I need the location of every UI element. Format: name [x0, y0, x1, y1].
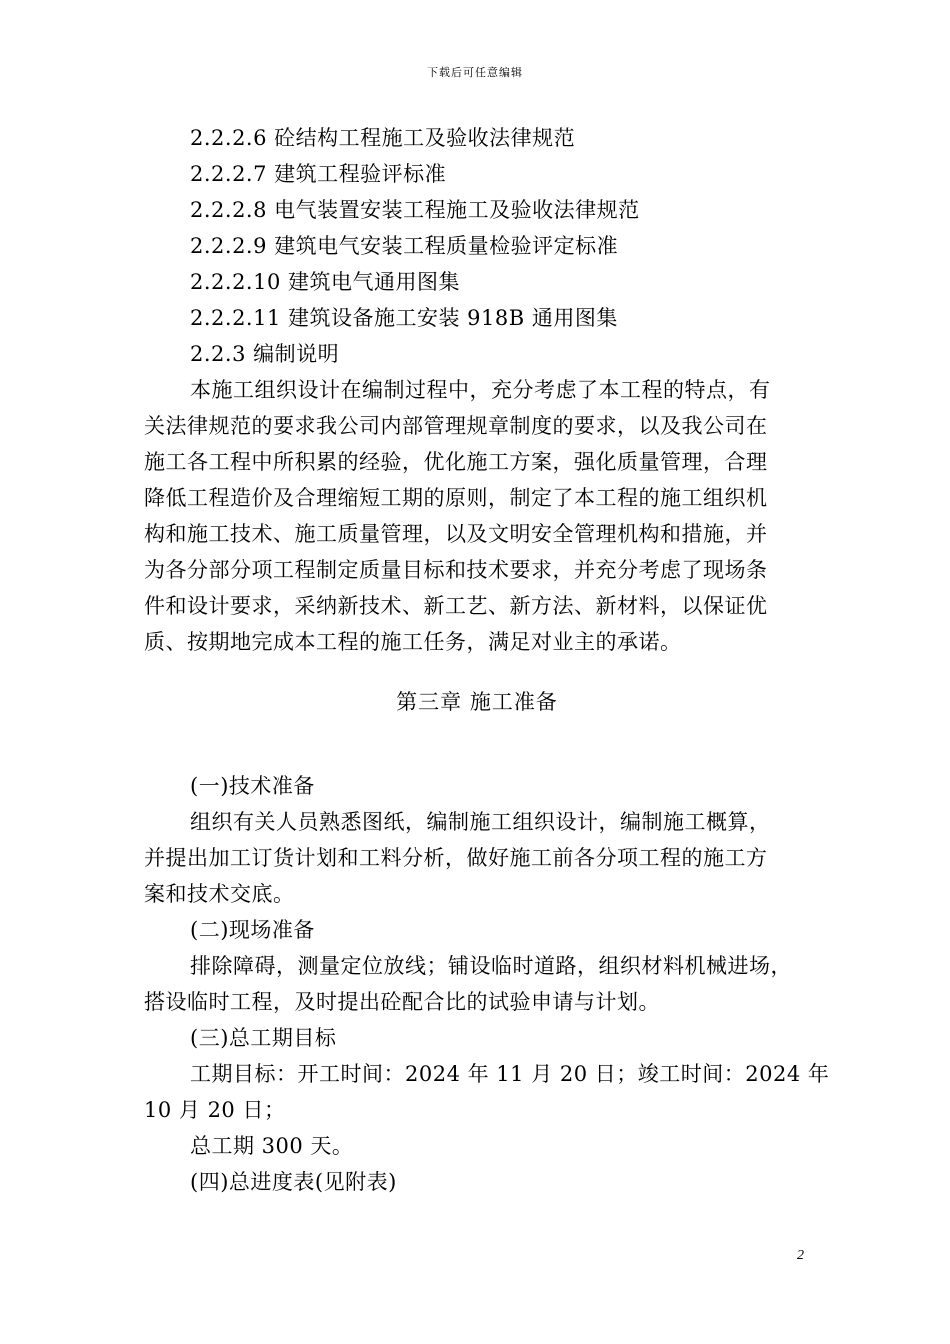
paragraph-line: 10 月 20 日；	[144, 1098, 286, 1122]
chapter-title: 第三章 施工准备	[396, 690, 558, 714]
page-header-note: 下载后可任意编辑	[427, 66, 523, 79]
paragraph-line: 搭设临时工程，及时提出砼配合比的试验申请与计划。	[144, 990, 660, 1014]
paragraph-line: 本施工组织设计在编制过程中，充分考虑了本工程的特点，有	[190, 378, 771, 402]
paragraph-line: 构和施工技术、施工质量管理，以及文明安全管理机构和措施，并	[144, 522, 768, 546]
schedule-target-paragraph	[144, 1056, 830, 1128]
standard-item: 2.2.2.10 建筑电气通用图集	[190, 270, 461, 294]
standard-item: 2.2.2.8 电气装置安装工程施工及验收法律规范	[190, 198, 640, 222]
paragraph-line: 关法律规范的要求我公司内部管理规章制度的要求，以及我公司在	[144, 414, 768, 438]
section-heading-progress-table: (四)总进度表(见附表)	[190, 1170, 397, 1194]
paragraph-line: 组织有关人员熟悉图纸，编制施工组织设计，编制施工概算，	[190, 810, 771, 834]
page-number: 2	[797, 1248, 804, 1263]
paragraph-line: 为各分部分项工程制定质量目标和技术要求，并充分考虑了现场条	[144, 558, 768, 582]
section-heading-schedule-target: (三)总工期目标	[190, 1026, 337, 1050]
paragraph-line: 工期目标：开工时间：2024 年 11 月 20 日；竣工时间：2024 年	[190, 1062, 830, 1086]
paragraph-line: 质、按期地完成本工程的施工任务，满足对业主的承诺。	[144, 630, 682, 654]
standard-item: 2.2.2.9 建筑电气安装工程质量检验评定标准	[190, 234, 619, 258]
section-heading-technical-preparation: (一)技术准备	[190, 774, 315, 798]
standard-item: 2.2.2.6 砼结构工程施工及验收法律规范	[190, 126, 576, 150]
site-preparation-paragraph	[144, 948, 810, 1020]
section-heading-site-preparation: (二)现场准备	[190, 918, 315, 942]
paragraph-line: 降低工程造价及合理缩短工期的原则，制定了本工程的施工组织机	[144, 486, 768, 510]
compilation-notes-paragraph	[144, 372, 810, 660]
paragraph-line: 施工各工程中所积累的经验，优化施工方案，强化质量管理，合理	[144, 450, 768, 474]
document-body	[144, 120, 830, 1200]
standard-item: 2.2.2.7 建筑工程验评标准	[190, 162, 447, 186]
section-heading-compilation-notes: 2.2.3 编制说明	[190, 342, 340, 366]
paragraph-line: 排除障碍，测量定位放线；铺设临时道路，组织材料机械进场，	[190, 954, 792, 978]
standard-item: 2.2.2.11 建筑设备施工安装 918B 通用图集	[190, 306, 618, 330]
technical-preparation-paragraph	[144, 804, 810, 912]
total-period-line: 总工期 300 天。	[190, 1134, 354, 1158]
paragraph-line: 并提出加工订货计划和工料分析，做好施工前各分项工程的施工方	[144, 846, 768, 870]
paragraph-line: 案和技术交底。	[144, 882, 295, 906]
paragraph-line: 件和设计要求，采纳新技术、新工艺、新方法、新材料，以保证优	[144, 594, 768, 618]
